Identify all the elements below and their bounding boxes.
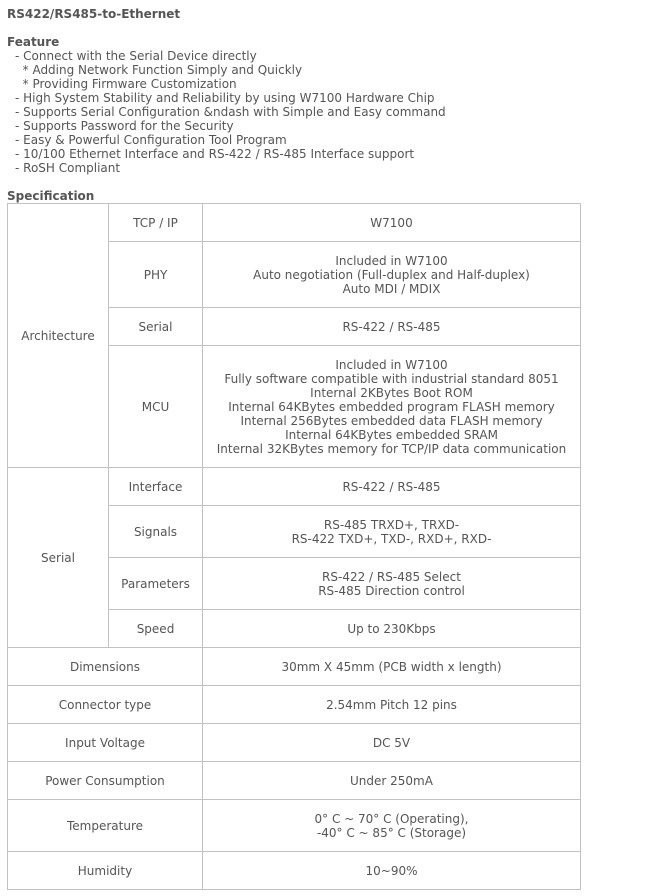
value-line: RS-422 TXD+, TXD-, RXD+, RXD- bbox=[291, 531, 492, 546]
table-row bbox=[8, 762, 581, 800]
value-line: Internal 2KBytes Boot ROM bbox=[310, 385, 473, 400]
value-line: Included in W7100 bbox=[335, 253, 448, 268]
value-line: Internal 32KBytes memory for TCP/IP data communication bbox=[216, 441, 567, 456]
table-row bbox=[8, 686, 581, 724]
value-line: RS-422 / RS-485 Select bbox=[322, 569, 461, 584]
row-label: MCU bbox=[109, 346, 203, 468]
value-line: 0° C ~ 70° C (Operating), bbox=[314, 811, 469, 826]
table-row bbox=[8, 724, 581, 762]
value-line: Internal 64KBytes embedded program FLASH memory bbox=[228, 399, 555, 414]
table-row bbox=[8, 468, 581, 506]
value-line: RS-485 TRXD+, TRXD- bbox=[323, 517, 460, 532]
value-line: Internal 64KBytes embedded SRAM bbox=[285, 427, 498, 442]
feature-item: * Adding Network Function Simply and Quickly bbox=[15, 63, 303, 77]
row-label: Speed bbox=[109, 610, 203, 648]
row-value: RS-422 / RS-485 bbox=[203, 468, 581, 506]
value-line: Included in W7100 bbox=[335, 357, 448, 372]
table-row bbox=[8, 800, 581, 852]
feature-item: - 10/100 Ethernet Interface and RS-422 / RS-485 Interface support bbox=[15, 147, 415, 161]
row-label: Parameters bbox=[109, 558, 203, 610]
row-label: TCP / IP bbox=[109, 204, 203, 242]
feature-item: - Easy & Powerful Configuration Tool Program bbox=[15, 133, 287, 147]
row-value bbox=[203, 346, 581, 468]
table-row bbox=[8, 204, 581, 242]
row-label: Connector type bbox=[8, 686, 203, 724]
feature-item: * Providing Firmware Customization bbox=[15, 77, 237, 91]
row-value: 10~90% bbox=[203, 852, 581, 890]
row-value: DC 5V bbox=[203, 724, 581, 762]
group-label-serial: Serial bbox=[8, 468, 109, 648]
row-label: Humidity bbox=[8, 852, 203, 890]
page-title: RS422/RS485-to-Ethernet bbox=[7, 7, 181, 21]
value-line: Internal 256Bytes embedded data FLASH memory bbox=[240, 413, 543, 428]
value-line: -40° C ~ 85° C (Storage) bbox=[316, 825, 467, 840]
value-line: Auto MDI / MDIX bbox=[342, 281, 441, 296]
row-value: RS-422 / RS-485 bbox=[203, 308, 581, 346]
value-line: Fully software compatible with industrial standard 8051 bbox=[224, 371, 559, 386]
row-value bbox=[203, 242, 581, 308]
row-label: Dimensions bbox=[8, 648, 203, 686]
row-value bbox=[203, 558, 581, 610]
feature-item: - Supports Serial Configuration &ndash with Simple and Easy command bbox=[15, 105, 446, 119]
table-row bbox=[8, 648, 581, 686]
row-value: Up to 230Kbps bbox=[203, 610, 581, 648]
feature-item: - Connect with the Serial Device directly bbox=[15, 49, 257, 63]
feature-heading: Feature bbox=[7, 35, 60, 49]
row-label: PHY bbox=[109, 242, 203, 308]
row-label: Power Consumption bbox=[8, 762, 203, 800]
row-value: 2.54mm Pitch 12 pins bbox=[203, 686, 581, 724]
row-label: Signals bbox=[109, 506, 203, 558]
table-row bbox=[8, 852, 581, 890]
row-value bbox=[203, 800, 581, 852]
row-label: Interface bbox=[109, 468, 203, 506]
row-label: Temperature bbox=[8, 800, 203, 852]
feature-list bbox=[15, 49, 446, 175]
row-label: Serial bbox=[109, 308, 203, 346]
specification-table bbox=[7, 203, 581, 890]
value-line: Auto negotiation (Full-duplex and Half-duplex) bbox=[253, 267, 530, 282]
row-value bbox=[203, 506, 581, 558]
row-label: Input Voltage bbox=[8, 724, 203, 762]
row-value: 30mm X 45mm (PCB width x length) bbox=[203, 648, 581, 686]
feature-item: - High System Stability and Reliability by using W7100 Hardware Chip bbox=[15, 91, 435, 105]
feature-item: - Supports Password for the Security bbox=[15, 119, 234, 133]
value-line: RS-485 Direction control bbox=[318, 583, 465, 598]
row-value: W7100 bbox=[203, 204, 581, 242]
feature-item: - RoSH Compliant bbox=[15, 161, 121, 175]
group-label-architecture: Architecture bbox=[8, 204, 109, 468]
specification-heading: Specification bbox=[7, 189, 95, 203]
row-value: Under 250mA bbox=[203, 762, 581, 800]
